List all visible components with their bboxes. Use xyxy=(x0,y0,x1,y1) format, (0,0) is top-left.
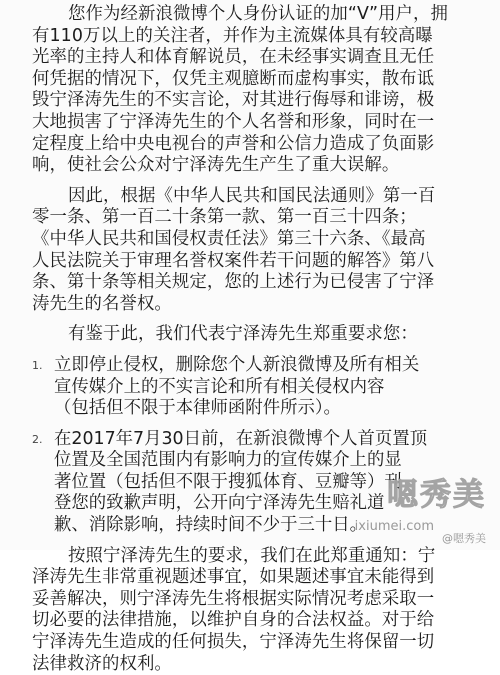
paragraph-1-line: 定程度上给中央电视台的声誉和公信力造成了负面影 xyxy=(32,133,435,154)
paragraph-4-line: 切必要的法律措施，以维护自身的合法权益。对于给 xyxy=(32,610,435,631)
paragraph-2 xyxy=(32,186,480,316)
paragraph-2-line: 人民法院关于审理名誉权案件若干问题的解答》第八 xyxy=(32,250,435,271)
paragraph-2-line: 涛先生的名誉权。 xyxy=(32,293,172,314)
weibo-watermark: @嗯秀美 xyxy=(442,532,486,545)
paragraph-1 xyxy=(32,4,480,177)
paragraph-4 xyxy=(32,546,480,675)
paragraph-gap xyxy=(32,346,480,355)
demand-item-1 xyxy=(32,354,480,420)
paragraph-4-line: 按照宁泽涛先生的要求，我们在此郑重通知：宁 xyxy=(68,545,436,566)
paragraph-2-line: 《中华人民共和国侵权责任法》第三十六条、《最高 xyxy=(32,228,426,249)
paragraph-4-line: 宁泽涛先生造成的任何损失，宁泽涛先生将保留一切 xyxy=(32,632,435,653)
demand-marker: 1. xyxy=(32,358,43,372)
demand-line: 著位置（包括但不限于搜狐体育、豆瓣等）刊 xyxy=(54,471,402,492)
site-watermark: 嗯秀美 xyxy=(387,477,486,513)
paragraph-1-line: 毁宁泽涛先生的不实言论，对其进行侮辱和诽谤，极 xyxy=(32,90,435,111)
paragraph-gap xyxy=(32,537,480,546)
paragraph-gap xyxy=(32,177,480,186)
paragraph-1-line: 何凭据的情况下，仅凭主观臆断而虚构事实，散布诋 xyxy=(32,68,435,89)
paragraph-1-line: 响，使社会公众对宁泽涛先生产生了重大误解。 xyxy=(32,155,400,176)
demand-line: 登您的致歉声明，公开向宁泽涛先生赔礼道 xyxy=(54,493,385,514)
paragraph-4-line: 妥善解决，则宁泽涛先生将根据实际情况考虑采取一 xyxy=(32,588,435,609)
demand-list xyxy=(32,355,480,537)
demand-line: 立即停止侵权，删除您个人新浪微博及所有相关 xyxy=(54,354,420,375)
demand-line: （包括但不限于本律师函附件所示）。 xyxy=(54,398,341,419)
paragraph-gap xyxy=(54,420,480,429)
demand-line: 歉、消除影响，持续时间不少于三十日。 xyxy=(54,515,368,536)
site-watermark-url: ixiumei.com xyxy=(354,519,434,534)
paragraph-1-line: 您作为经新浪微博个人身份认证的加“V”用户，拥 xyxy=(68,4,449,24)
demand-line: 在2017年7月30日前，在新浪微博个人首页置顶 xyxy=(54,428,428,449)
paragraph-2-line: 零一条、第一百二十条第一款、第一百三十四条； xyxy=(32,207,417,228)
paragraph-3 xyxy=(32,324,480,346)
demand-line: 位置及全国范围内有影响力的宣传媒介上的显 xyxy=(54,450,402,471)
paragraph-4-line: 法律救济的权利。 xyxy=(32,653,172,674)
paragraph-1-line: 光率的主持人和体育解说员，在未经事实调查且无任 xyxy=(32,47,435,68)
paragraph-gap xyxy=(32,315,480,324)
demand-line: 宣传媒介上的不实言论和所有相关侵权内容 xyxy=(54,376,385,397)
paragraph-1-line: 有110万以上的关注者，并作为主流媒体具有较高曝 xyxy=(32,25,433,46)
paragraph-4-line: 泽涛先生非常重视题述事宜，如果题述事宜未能得到 xyxy=(32,567,435,588)
paragraph-2-line: 条、第十条等相关规定，您的上述行为已侵害了宁泽 xyxy=(32,272,435,293)
paragraph-1-line: 大地损害了宁泽涛先生的个人名誉和形象，同时在一 xyxy=(32,111,435,132)
demand-marker: 2. xyxy=(32,432,43,446)
demand-item-2 xyxy=(32,428,480,537)
paragraph-2-line: 因此，根据《中华人民共和国民法通则》第一百 xyxy=(68,185,436,206)
paragraph-3-line: 有鉴于此，我们代表宁泽涛先生郑重要求您： xyxy=(68,324,418,345)
